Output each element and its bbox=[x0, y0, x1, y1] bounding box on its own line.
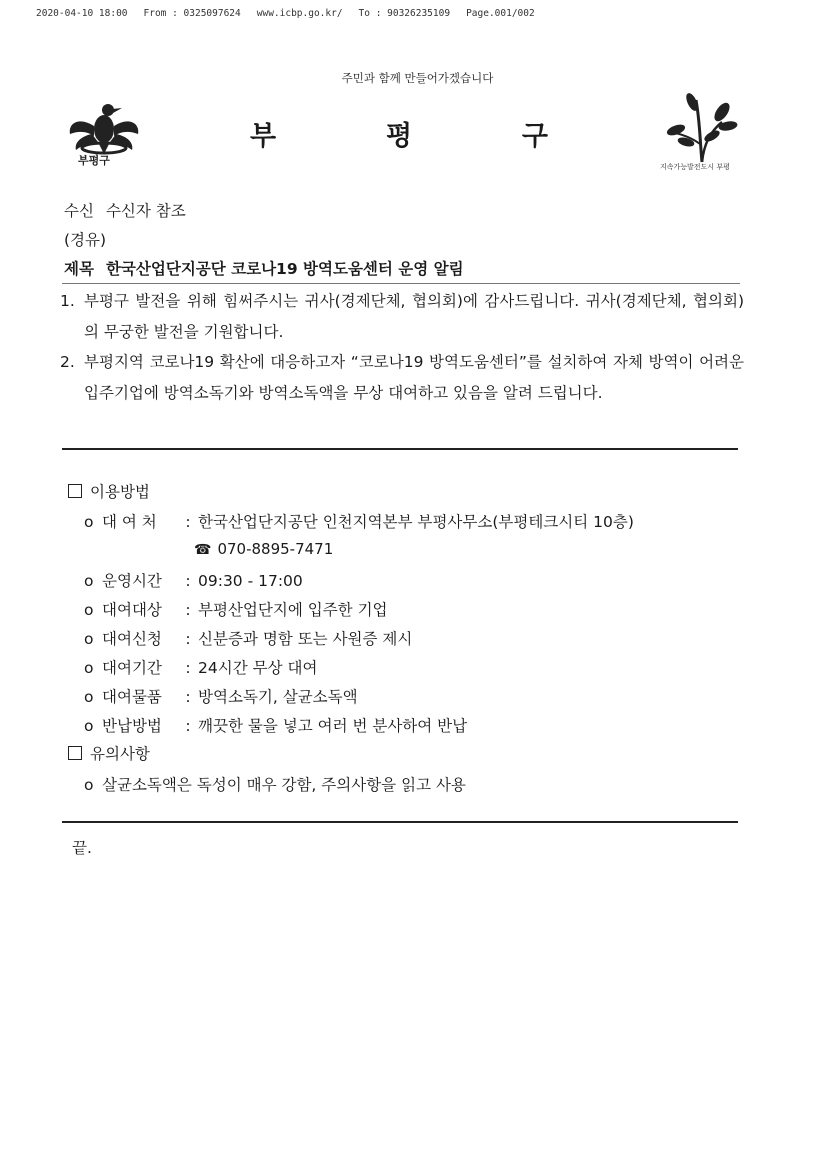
colon: : bbox=[185, 659, 191, 677]
list-item bbox=[84, 569, 303, 591]
item-value: 깨끗한 물을 넣고 여러 번 분사하여 반납 bbox=[198, 717, 468, 735]
paragraph-2 bbox=[60, 347, 744, 409]
title-char: 평 bbox=[385, 121, 415, 152]
fax-url: www.icbp.go.kr/ bbox=[256, 8, 343, 19]
colon: : bbox=[185, 601, 191, 619]
bullet: o bbox=[84, 717, 94, 735]
title-char: 부 bbox=[250, 121, 279, 152]
item-text: 살균소독액은 독성이 매우 강함, 주의사항을 읽고 사용 bbox=[102, 776, 466, 794]
item-label: 대여대상 bbox=[102, 601, 162, 619]
list-item bbox=[84, 714, 467, 736]
list-item bbox=[84, 627, 412, 649]
checkbox-square-icon bbox=[68, 746, 82, 760]
logo-caption: 지속가능발전도시 부평 bbox=[660, 163, 730, 171]
bullet: o bbox=[84, 513, 94, 531]
section-title: 이용방법 bbox=[90, 483, 150, 501]
colon: : bbox=[185, 630, 191, 648]
item-value: 부평산업단지에 입주한 기업 bbox=[198, 601, 388, 619]
list-item bbox=[84, 656, 317, 678]
colon: : bbox=[185, 572, 191, 590]
paragraph-number: 1. bbox=[60, 292, 75, 310]
item-label: 대 여 처 bbox=[102, 513, 157, 531]
bullet: o bbox=[84, 688, 94, 706]
header-divider bbox=[62, 283, 740, 284]
paragraph-text: 부평지역 코로나19 확산에 대응하고자 “코로나19 방역도움센터”를 설치하여 자체 방역이 어려운 입주기업에 방역소독기와 방역소독액을 무상 대여하고 있음을 알려 드립니다. bbox=[84, 353, 744, 402]
end-mark: 끝. bbox=[72, 839, 92, 857]
paragraph-text: 부평구 발전을 위해 힘써주시는 귀사(경제단체, 협의회)에 감사드립니다. 귀사(경제단체, 협의회)의 무궁한 발전을 기원합니다. bbox=[84, 292, 744, 341]
section-title: 유의사항 bbox=[90, 745, 150, 763]
sustainable-city-logo-icon bbox=[656, 92, 740, 164]
receiver-label: 수신 bbox=[64, 202, 94, 220]
receiver-line bbox=[64, 199, 186, 221]
item-value: 09:30 - 17:00 bbox=[198, 572, 303, 590]
section-divider bbox=[62, 448, 738, 450]
colon: : bbox=[185, 688, 191, 706]
item-label: 반납방법 bbox=[102, 717, 162, 735]
section-usage-heading bbox=[68, 480, 150, 502]
fax-to: To : 90326235109 bbox=[358, 8, 451, 19]
paragraph-number: 2. bbox=[60, 353, 75, 371]
title-char: 구 bbox=[521, 121, 550, 152]
bullet: o bbox=[84, 659, 94, 677]
motto: 주민과 함께 만들어가겠습니다 bbox=[341, 71, 494, 85]
receiver-value: 수신자 참조 bbox=[105, 202, 186, 220]
paragraph-1 bbox=[60, 286, 744, 348]
item-label: 운영시간 bbox=[102, 572, 162, 590]
checkbox-square-icon bbox=[68, 484, 82, 498]
subject-value: 한국산업단지공단 코로나19 방역도움센터 운영 알림 bbox=[105, 260, 464, 278]
item-label: 대여기간 bbox=[102, 659, 162, 677]
bullet: o bbox=[84, 776, 94, 794]
telephone-icon: ☎ bbox=[194, 542, 212, 558]
via-line: (경유) bbox=[64, 231, 107, 249]
list-item bbox=[84, 685, 358, 707]
fax-header bbox=[36, 8, 551, 19]
list-item bbox=[84, 773, 466, 795]
fax-page: Page.001/002 bbox=[466, 8, 535, 19]
fax-datetime: 2020-04-10 18:00 bbox=[36, 8, 128, 19]
bullet: o bbox=[84, 572, 94, 590]
item-value: 한국산업단지공단 인천지역본부 부평사무소(부평테크시티 10층) bbox=[198, 513, 634, 531]
organization-title bbox=[250, 114, 550, 153]
colon: : bbox=[185, 717, 191, 735]
list-item bbox=[84, 510, 634, 532]
subject-line bbox=[64, 257, 464, 279]
colon: : bbox=[185, 513, 191, 531]
phone-line bbox=[194, 540, 333, 558]
footer-divider bbox=[62, 821, 738, 823]
fax-from: From : 0325097624 bbox=[143, 8, 241, 19]
bullet: o bbox=[84, 630, 94, 648]
item-value: 24시간 무상 대여 bbox=[198, 659, 318, 677]
item-label: 대여신청 bbox=[102, 630, 162, 648]
item-label: 대여물품 bbox=[102, 688, 162, 706]
item-value: 방역소독기, 살균소독액 bbox=[198, 688, 358, 706]
phone-number: 070-8895-7471 bbox=[217, 540, 334, 558]
section-notice-heading bbox=[68, 742, 150, 764]
subject-label: 제목 bbox=[64, 260, 94, 278]
list-item bbox=[84, 598, 388, 620]
item-value: 신분증과 명함 또는 사원증 제시 bbox=[198, 630, 413, 648]
emblem-caption: 부평구 bbox=[78, 154, 110, 167]
bullet: o bbox=[84, 601, 94, 619]
